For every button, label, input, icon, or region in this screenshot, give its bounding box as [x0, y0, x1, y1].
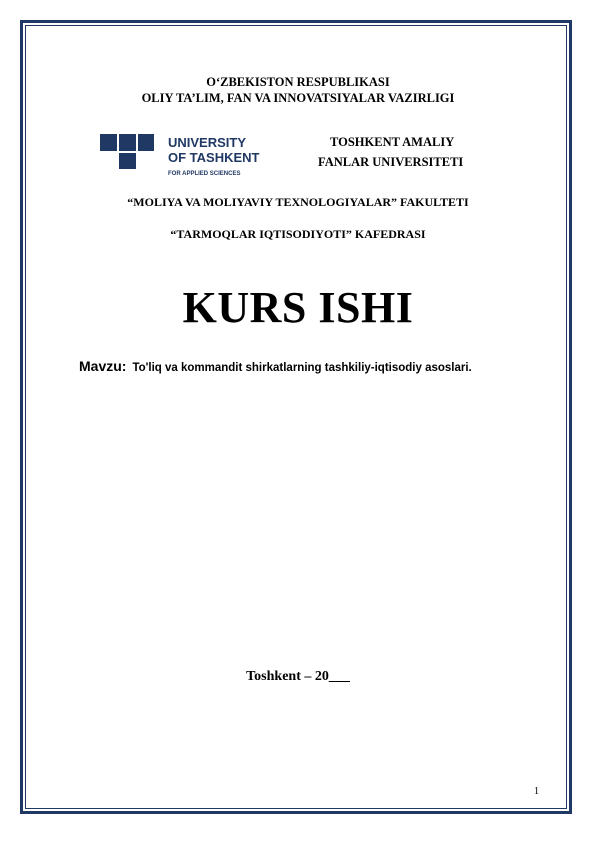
republic-heading: O‘ZBEKISTON RESPUBLIKASI — [206, 75, 390, 89]
city-year — [0, 669, 596, 685]
topic-line — [79, 358, 472, 376]
topic-text: To'liq va kommandit shirkatlarning tashkiliy-iqtisodiy asoslari. — [132, 362, 472, 374]
logo-line2: OF TASHKENT — [168, 150, 260, 165]
university-name-line2: FANLAR UNIVERSITETI — [318, 155, 464, 169]
university-logo — [100, 134, 260, 176]
topic-label: Mavzu: — [79, 358, 127, 374]
department-name: “TARMOQLAR IQTISODIYOTI” KAFEDRASI — [170, 227, 426, 241]
city-label: Toshkent – 20 — [246, 669, 329, 684]
ministry-heading: OLIY TA’LIM, FAN VA INNOVATSIYALAR VAZIRLIGI — [141, 91, 455, 105]
faculty-name: “MOLIYA VA MOLIYAVIY TEXNOLOGIYALAR” FAKULTETI — [127, 195, 469, 209]
logo-line3: FOR APPLIED SCIENCES — [168, 171, 241, 176]
logo-line1: UNIVERSITY — [168, 135, 247, 150]
year-blank: ___ — [328, 669, 350, 684]
page-number: 1 — [534, 786, 539, 797]
document-title: KURS ISHI — [182, 283, 414, 332]
university-name-line1: TOSHKENT AMALIY — [330, 135, 455, 149]
